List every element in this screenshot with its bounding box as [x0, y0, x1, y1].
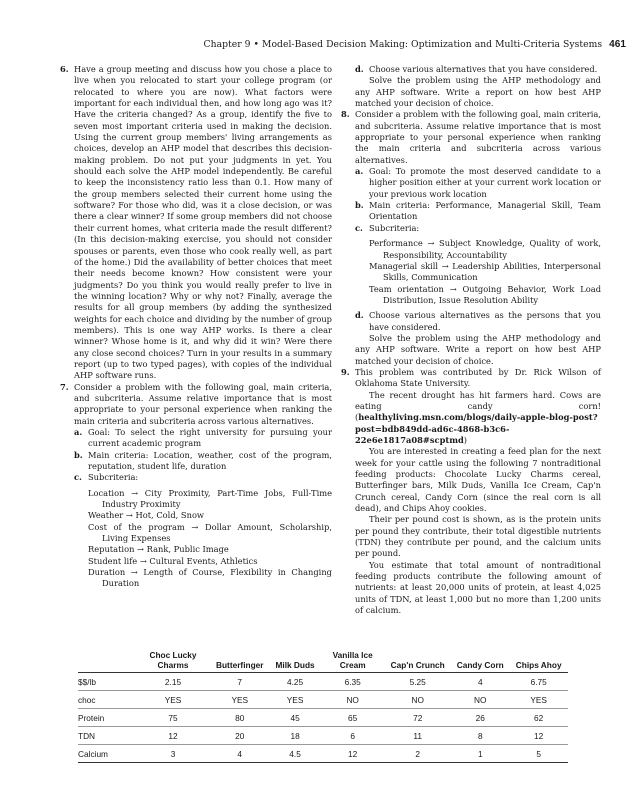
subcriteria-line: Student life → Cultural Events, Athletics — [88, 555, 258, 566]
sub-item-b — [74, 450, 332, 473]
exercise-text: Consider a problem with the following goal, main criteria, and subcriteria. Assume relative importance that is most appropriate to your personal experience when ranking the main criteria and subcriteria across various alternatives. — [74, 381, 332, 426]
running-header — [60, 39, 626, 50]
sub-item-c — [74, 472, 332, 483]
row-label: Calcium — [78, 745, 136, 763]
sub-item-c — [355, 223, 601, 234]
column-header: Milk Duds — [269, 650, 320, 673]
nutrient-paragraph: You estimate that total amount of nontraditional feeding products contribute the following amount of nutrients: at least 20,000 units of protein, at least 4,025 units of TDN, at least 1,000 but no more than 1,200 units of calcium. — [355, 559, 601, 616]
exercise-number: 8. — [341, 109, 350, 120]
column-header: Vanilla Ice Cream — [321, 650, 385, 673]
drought-text: The recent drought has hit farmers hard. Cows are eating candy corn! ( — [355, 389, 601, 423]
table-row — [78, 745, 568, 763]
page-number: 461 — [609, 39, 626, 50]
chapter-title: Chapter 9 • Model-Based Decision Making: Optimization and Multi-Criteria Systems — [203, 39, 603, 50]
sub-text: Main criteria: Location, weather, cost of the program, reputation, student life, duration — [88, 449, 332, 472]
row-label: Protein — [78, 709, 136, 727]
table-cell: 5.25 — [385, 673, 451, 691]
sub-text: Subcriteria: — [88, 472, 139, 483]
exercise-number: 9. — [341, 366, 350, 377]
table-cell: 45 — [269, 709, 320, 727]
table-cell: 72 — [385, 709, 451, 727]
exercise-text: This problem was contributed by Dr. Rick Wilson of Oklahoma State University. — [355, 366, 601, 389]
sub-text: Subcriteria: — [369, 222, 420, 233]
sub-letter: c. — [74, 472, 82, 483]
right-column — [341, 64, 601, 617]
column-header: Chips Ahoy — [510, 650, 568, 673]
table-cell: 12 — [321, 745, 385, 763]
table-cell: 11 — [385, 727, 451, 745]
table-row — [78, 709, 568, 727]
drought-paragraph — [355, 390, 601, 447]
subcriteria-line: Duration → Length of Course, Flexibility in Changing Duration — [88, 567, 332, 589]
sub-item-a — [74, 427, 332, 450]
drought-text-end: ) — [463, 435, 468, 445]
table-cell: 5 — [510, 745, 568, 763]
sub-item-d — [355, 64, 601, 75]
sub-letter: b. — [355, 200, 364, 211]
table-cell: 26 — [451, 709, 510, 727]
instruction-paragraph: Solve the problem using the AHP methodology and any AHP software. Write a report on how best AHP matched your decision of choice. — [355, 332, 601, 366]
column-header: Choc Lucky Charms — [136, 650, 210, 673]
feed-plan-paragraph: You are interested in creating a feed plan for the next week for your cattle using the following 7 nontraditional feeding products: Chocolate Lucky Charms cereal, Butterfinger bars, Milk Duds, Vanilla Ice Cream, Cap'n Crunch cereal, Candy Corn (since the real corn is all dead), and Chips Ahoy cookies. — [355, 446, 601, 514]
subcriteria-line: Team orientation → Outgoing Behavior, Work Load Distribution, Issue Resolution Ability — [369, 283, 601, 305]
table-cell: YES — [210, 691, 269, 709]
table-cell: 3 — [136, 745, 210, 763]
column-header — [78, 650, 136, 673]
instruction-paragraph: Solve the problem using the AHP methodology and any AHP software. Write a report on how best AHP matched your decision of choice. — [355, 75, 601, 109]
exercise-number: 6. — [60, 64, 69, 74]
table-header-row — [78, 650, 568, 673]
subcriteria-line: Weather → Hot, Cold, Snow — [88, 510, 205, 521]
table-cell: NO — [321, 691, 385, 709]
table-cell: 62 — [510, 709, 568, 727]
sub-letter: b. — [74, 449, 83, 460]
row-label: $$/lb — [78, 673, 136, 691]
table-cell: 4.25 — [269, 673, 320, 691]
sub-text: Choose various alternatives that you have considered. — [369, 64, 598, 74]
exercise-text: Consider a problem with the following goal, main criteria, and subcriteria. Assume relative importance that is most appropriate to your personal experience when ranking the main criteria and subcriteria across various alternatives. — [355, 109, 601, 165]
table-cell: YES — [136, 691, 210, 709]
blog-link[interactable]: healthyliving.msn.com/blogs/daily-apple-blog-post?post=bdb849dd-ad6c-4868-b3c6-22e6e1817a08#scptmd — [355, 412, 598, 445]
sub-text: Goal: To promote the most deserved candidate to a higher position either at your current work location or your previous work location — [369, 166, 601, 199]
table-cell: 7 — [210, 673, 269, 691]
row-label: choc — [78, 691, 136, 709]
sub-letter: a. — [355, 166, 364, 177]
left-column — [60, 64, 332, 590]
table-row — [78, 691, 568, 709]
subcriteria-line: Reputation → Rank, Public Image — [88, 544, 229, 555]
exercise-7-continued — [341, 64, 601, 109]
sub-letter: c. — [355, 222, 363, 233]
table-cell: 18 — [269, 727, 320, 745]
exercise-text: Have a group meeting and discuss how you chose a place to live when you relocated to start your college program (or relocated to where you are now). What factors were important for each individual then, and how long ago was it? Have the criteria changed? As a group, identify the five to seven most important criteria used in making the decision. Using the current group members' living arrangements as choices, develop an AHP model that describes this decision-making problem. Do not put your judgments in yet. You should each solve the AHP model independently. Be careful to keep the inconsistency ratio less than 0.1. How many of the group members selected their current home using the software? For those who did, was it a close decision, or was there a clear winner? If some group members did not choose their current homes, what criteria made the result different? (In this decision-making exercise, you should not consider spouses or parents, even those who cook really well, as part of the home.) Did the availability of better choices that meet their needs become known? How consistent were your judgments? Do you think you would really prefer to live in the winning location? Why or why not? Finally, average the results for all group members (by adding the synthesized weights for each choice and dividing by the number of group members). This is one way AHP works. Is there a clear winner? Whose home is it, and why did it win? Were there any close second choices? Turn in your results in a summary report (up to two typed pages), with copies of the individual AHP software runs. — [74, 64, 332, 381]
sub-text: Goal: To select the right university for pursuing your current academic program — [88, 427, 332, 449]
sub-text: Main criteria: Performance, Managerial Skill, Team Orientation — [369, 200, 601, 222]
subcriteria-line: Performance → Subject Knowledge, Quality of work, Responsibility, Accountability — [369, 238, 601, 260]
table-cell: 2 — [385, 745, 451, 763]
table-cell: NO — [451, 691, 510, 709]
table-cell: YES — [510, 691, 568, 709]
table-cell: 2.15 — [136, 673, 210, 691]
table-cell: 12 — [510, 727, 568, 745]
table-cell: 75 — [136, 709, 210, 727]
table-row — [78, 727, 568, 745]
exercise-8 — [341, 109, 601, 367]
table-cell: 12 — [136, 727, 210, 745]
subcriteria-line: Location → City Proximity, Part-Time Jobs, Full-Time Industry Proximity — [88, 487, 332, 510]
column-header: Butterfinger — [210, 650, 269, 673]
cost-paragraph: Their per pound cost is shown, as is the protein units per pound they contribute, their total digestible nutrients (TDN) they contribute per pound, and the calcium units per pound. — [355, 514, 601, 559]
row-label: TDN — [78, 727, 136, 745]
feed-products-table — [78, 650, 568, 763]
sub-text: Choose various alternatives as the persons that you have considered. — [369, 310, 601, 332]
table-cell: 80 — [210, 709, 269, 727]
sub-item-a — [355, 166, 601, 200]
sub-letter: a. — [74, 427, 83, 437]
table-cell: 1 — [451, 745, 510, 763]
sub-item-b — [355, 200, 601, 223]
sub-item-d — [355, 310, 601, 333]
table-cell: 20 — [210, 727, 269, 745]
subcriteria-line: Managerial skill → Leadership Abilities, Interpersonal Skills, Communication — [369, 260, 601, 283]
column-header: Candy Corn — [451, 650, 510, 673]
table-cell: 65 — [321, 709, 385, 727]
table-cell: YES — [269, 691, 320, 709]
column-header: Cap'n Crunch — [385, 650, 451, 673]
exercise-7 — [60, 382, 332, 590]
subcriteria-line: Cost of the program → Dollar Amount, Scholarship, Living Expenses — [88, 521, 332, 544]
table-cell: 6.75 — [510, 673, 568, 691]
exercise-6 — [60, 64, 332, 382]
table-row — [78, 673, 568, 691]
table-cell: 6 — [321, 727, 385, 745]
exercise-number: 7. — [60, 381, 69, 392]
table-cell: 6.35 — [321, 673, 385, 691]
sub-letter: d. — [355, 64, 364, 74]
exercise-9 — [341, 367, 601, 617]
table-cell: 8 — [451, 727, 510, 745]
table-cell: NO — [385, 691, 451, 709]
table-cell: 4 — [210, 745, 269, 763]
sub-letter: d. — [355, 310, 364, 321]
table-cell: 4.5 — [269, 745, 320, 763]
table-cell: 4 — [451, 673, 510, 691]
